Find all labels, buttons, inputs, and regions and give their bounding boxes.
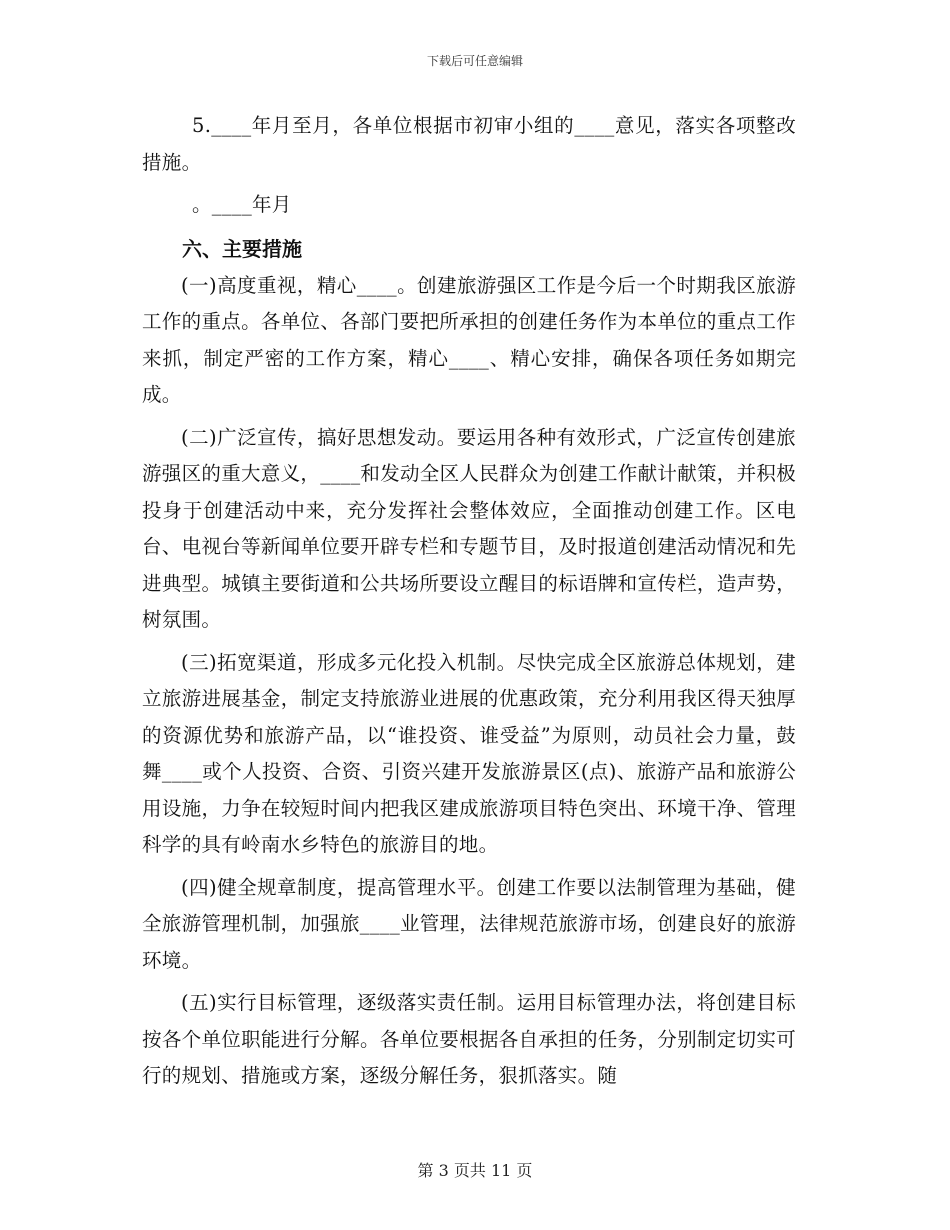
paragraph-measure-2: (二)广泛宣传，搞好思想发动。要运用各种有效形式，广泛宣传创建旅游强区的重大意义，____和发动全区人民群众为创建工作献计献策，并积极投身于创建活动中来，充分发挥社会整体效应，全面推动创建工作。区电台、电视台等新闻单位要开辟专栏和专题节目，及时报道创建活动情况和先进典型。城镇主要街道和公共场所要设立醒目的标语牌和宣传栏，造声势，树氛围。	[142, 425, 797, 631]
paragraph-measure-4: (四)健全规章制度，提高管理水平。创建工作要以法制管理为基础，健全旅游管理机制，加强旅____业管理，法律规范旅游市场，创建良好的旅游环境。	[142, 875, 797, 972]
paragraph-measure-1: (一)高度重视，精心____。创建旅游强区工作是今后一个时期我区旅游工作的重点。各单位、各部门要把所承担的创建任务作为本单位的重点工作来抓，制定严密的工作方案，精心____、精心安排，确保各项任务如期完成。	[142, 273, 796, 406]
document-body	[142, 108, 796, 1095]
page-footer: 第 3 页共 11 页	[417, 1161, 533, 1180]
paragraph-measure-5: (五)实行目标管理，逐级落实责任制。运用目标管理办法，将创建目标按各个单位职能进行分解。各单位要根据各自承担的任务，分别制定切实可行的规划、措施或方案，逐级分解任务，狠抓落实。随	[142, 991, 796, 1087]
paragraph-5: 5.____年月至月，各单位根据市初审小组的____意见，落实各项整改措施。	[142, 114, 796, 174]
paragraph-date: 。____年月	[192, 193, 292, 216]
section-heading: 六、主要措施	[182, 236, 302, 261]
paragraph-measure-3: (三)拓宽渠道，形成多元化投入机制。尽快完成全区旅游总体规划，建立旅游进展基金，制定支持旅游业进展的优惠政策，充分利用我区得天独厚的资源优势和旅游产品，以“谁投资、谁受益”为原则，动员社会力量，鼓舞____或个人投资、合资、引资兴建开发旅游景区(点)、旅游产品和旅游公用设施，力争在较短时间内把我区建成旅游项目特色突出、环境干净、管理科学的具有岭南水乡特色的旅游目的地。	[142, 650, 796, 856]
page-header: 下载后可任意编辑	[426, 54, 523, 68]
